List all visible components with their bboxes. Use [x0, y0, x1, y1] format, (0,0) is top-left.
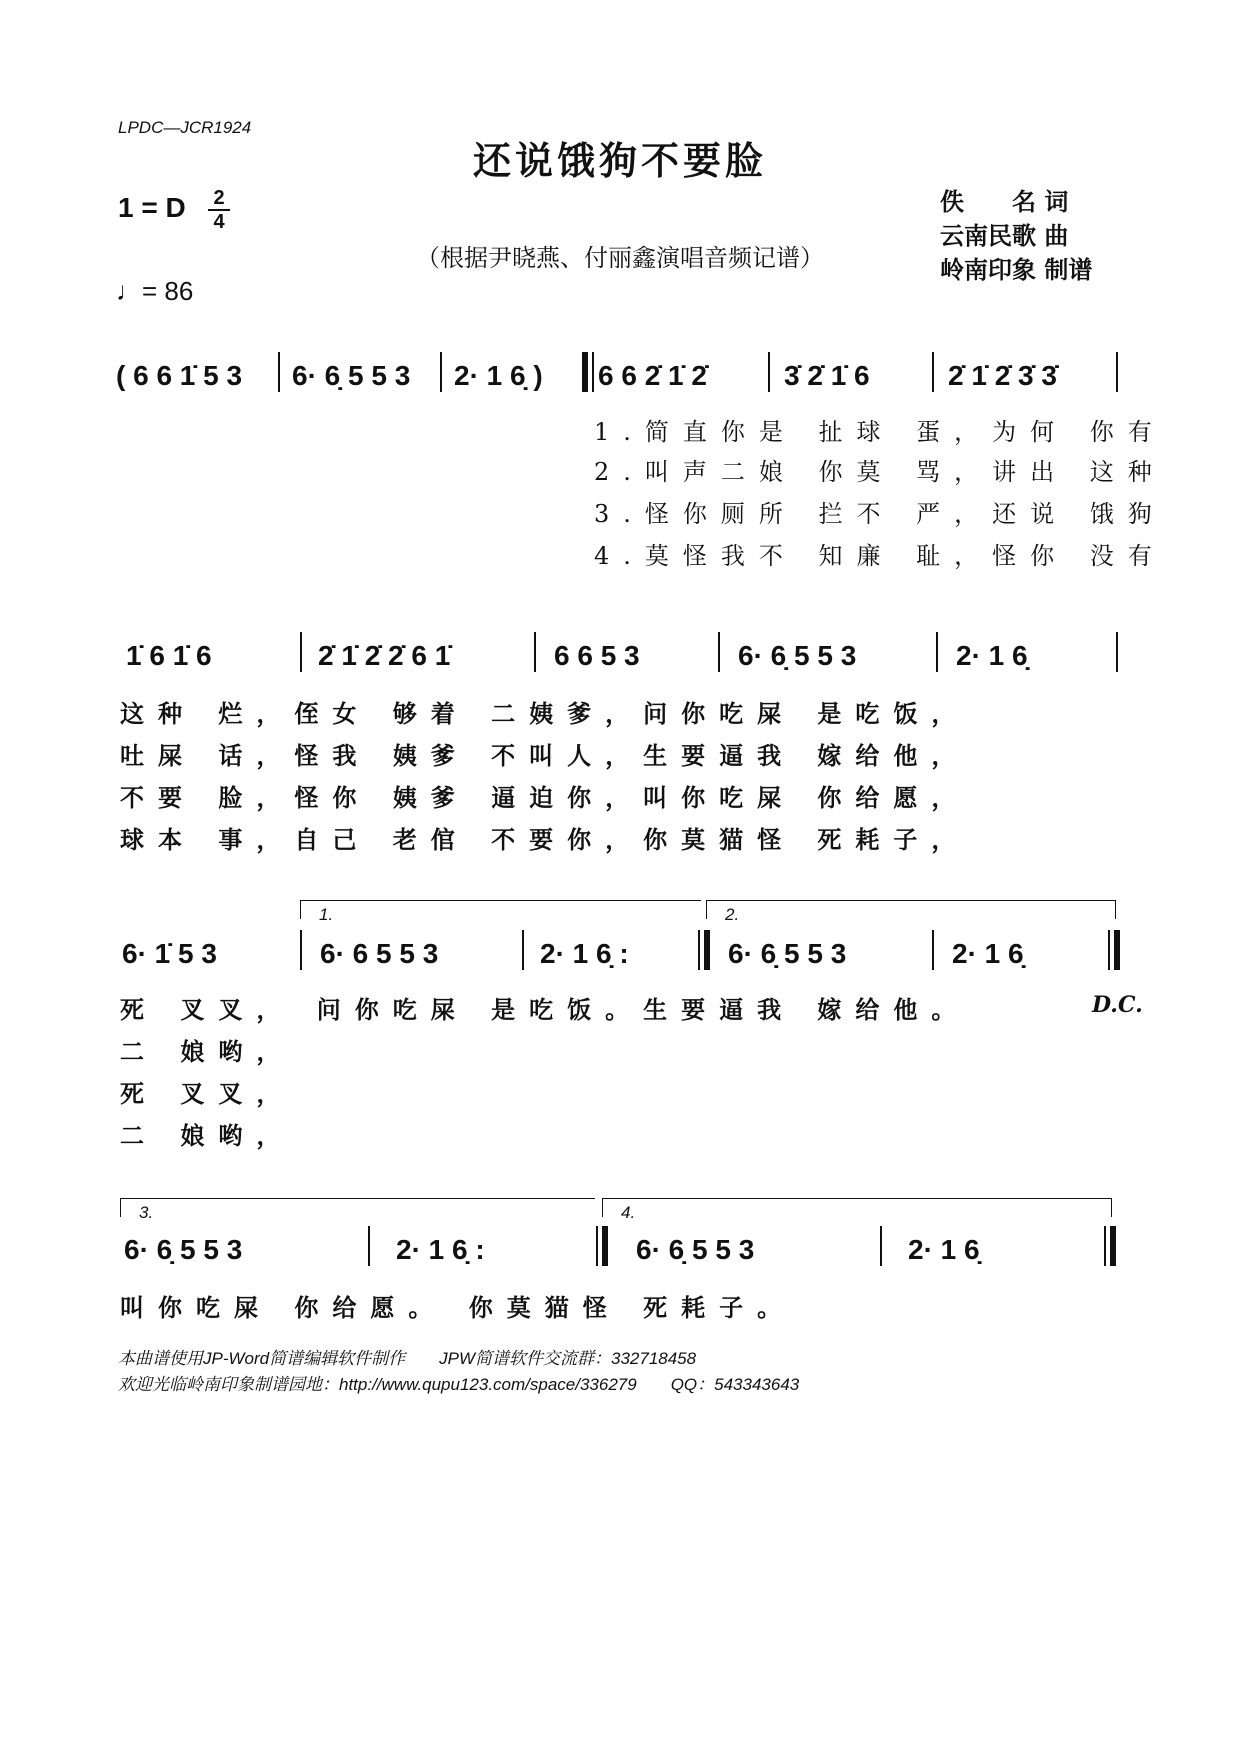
- barline: [300, 632, 302, 672]
- measure-notes: 6· 6̣ 5 5 3: [636, 1234, 755, 1265]
- barline: [592, 352, 594, 392]
- score-code: LPDC—JCR1924: [118, 118, 252, 137]
- barline: [278, 352, 280, 392]
- measure-notes: 2̇ 1̇ 2̇ 2̇ 6 1̇: [318, 640, 451, 671]
- measure-notes: 2· 1 6̣: [952, 938, 1024, 969]
- barline: [440, 352, 442, 392]
- measure-notes: 6· 6̣ 5 5 3: [292, 360, 411, 391]
- final-barline: [1110, 1226, 1116, 1266]
- measure-notes: 6· 1̇ 5 3: [122, 938, 217, 969]
- lyric-verse-1: 这种 烂，侄女 够着 二姨爹，问你吃屎 是吃饭，: [120, 699, 970, 728]
- measure-notes: 2̇ 1̇ 2̇ 3̇ 3̇: [948, 360, 1057, 391]
- volta-label: 1.: [319, 905, 334, 924]
- footer-software-note: 本曲谱使用JP-Word简谱编辑软件制作 JPW简谱软件交流群：332718458: [118, 1349, 697, 1368]
- lyric-verse-2: 2.叫声二娘 你莫 骂，讲出 这种: [594, 458, 1166, 486]
- measure-notes: 6 6 2̇ 1̇ 2̇: [598, 360, 707, 391]
- barline: [534, 632, 536, 672]
- lyric-verse-1: 死 叉叉， 问你吃屎 是吃饭。生要逼我 嫁给他。: [120, 995, 970, 1024]
- lyric-verse-4: 球本 事，自己 老倌 不要你，你莫猫怪 死耗子，: [120, 825, 970, 854]
- subtitle: （根据尹晓燕、付丽鑫演唱音频记谱）: [416, 244, 824, 272]
- measure-notes: 3̇ 2̇ 1̇ 6: [784, 360, 870, 391]
- meter-top: 2: [213, 187, 225, 209]
- footer-website-note: 欢迎光临岭南印象制谱园地：http://www.qupu123.com/space/336279 QQ：543343643: [118, 1375, 800, 1394]
- time-signature: [208, 188, 230, 232]
- measure-notes: 2· 1 6̣ :: [540, 938, 629, 969]
- barline: [596, 1226, 598, 1266]
- measure-notes: 6· 6̣ 5 5 3: [728, 938, 847, 969]
- measure-notes: 2· 1 6̣ ): [454, 360, 543, 391]
- credit-music: 云南民歌 曲: [940, 221, 1069, 250]
- volta-bracket-2: [706, 900, 1116, 924]
- key-signature: 1 = D: [118, 192, 186, 223]
- barline: [698, 930, 700, 970]
- measure-notes: 1̇ 6 1̇ 6: [126, 640, 212, 671]
- barline: [932, 930, 934, 970]
- measure-notes: 2· 1 6̣ :: [396, 1234, 485, 1265]
- repeat-end-barline: [602, 1226, 608, 1266]
- meter-bottom: 4: [213, 211, 225, 233]
- lyric-verse-3: 3.怪你厕所 拦不 严，还说 饿狗: [594, 500, 1166, 528]
- volta-bracket-4: [602, 1198, 1112, 1222]
- tempo-marking: ♩= 86: [116, 276, 194, 306]
- barline: [718, 632, 720, 672]
- volta-label: 2.: [725, 905, 740, 924]
- barline: [1116, 352, 1118, 392]
- barline: [522, 930, 524, 970]
- volta-bracket-3: [120, 1198, 595, 1222]
- measure-notes: 2· 1 6̣: [956, 640, 1028, 671]
- barline: [368, 1226, 370, 1266]
- barline: [880, 1226, 882, 1266]
- credit-lyrics: 佚 名 词: [940, 187, 1069, 216]
- measure-notes: 6· 6 5 5 3: [320, 938, 439, 969]
- barline: [936, 632, 938, 672]
- measure-notes: 6· 6̣ 5 5 3: [738, 640, 857, 671]
- volta-label: 3.: [139, 1203, 154, 1222]
- barline: [932, 352, 934, 392]
- barline: [1104, 1226, 1106, 1266]
- lyric-verse-2: 吐屎 话，怪我 姨爹 不叫人，生要逼我 嫁给他，: [120, 741, 970, 770]
- measure-notes: ( 6 6 1̇ 5 3: [116, 360, 243, 391]
- volta-bracket-1: [300, 900, 701, 924]
- measure-notes: 6· 6̣ 5 5 3: [124, 1234, 243, 1265]
- barline: [1108, 930, 1110, 970]
- measure-notes: 6 6 5 3: [554, 640, 640, 671]
- final-barline: [1114, 930, 1120, 970]
- lyric-verse-2: 二 娘哟，: [120, 1037, 295, 1066]
- lyric-verse-4: 二 娘哟，: [120, 1121, 295, 1150]
- barline: [768, 352, 770, 392]
- repeat-start-barline: [582, 352, 588, 392]
- lyric-verse-3: 不要 脸，怪你 姨爹 逼迫你，叫你吃屎 你给愿，: [120, 783, 970, 812]
- barline: [300, 930, 302, 970]
- volta-label: 4.: [621, 1203, 636, 1222]
- measure-notes: 2· 1 6̣: [908, 1234, 980, 1265]
- repeat-end-barline: [704, 930, 710, 970]
- lyric-verse-1: 1.简直你是 扯球 蛋，为何 你有: [594, 418, 1166, 446]
- page-title: 还说饿狗不要脸: [472, 138, 767, 183]
- lyric-verse-3: 死 叉叉，: [120, 1079, 295, 1108]
- da-capo-marking: D.C.: [1092, 992, 1143, 1018]
- barline: [1116, 632, 1118, 672]
- lyric-verse-3-ending: 叫你吃屎 你给愿。 你莫猫怪 死耗子。: [120, 1293, 796, 1322]
- lyric-verse-4: 4.莫怪我不 知廉 耻，怪你 没有: [594, 542, 1166, 570]
- credit-score: 岭南印象 制谱: [940, 255, 1093, 284]
